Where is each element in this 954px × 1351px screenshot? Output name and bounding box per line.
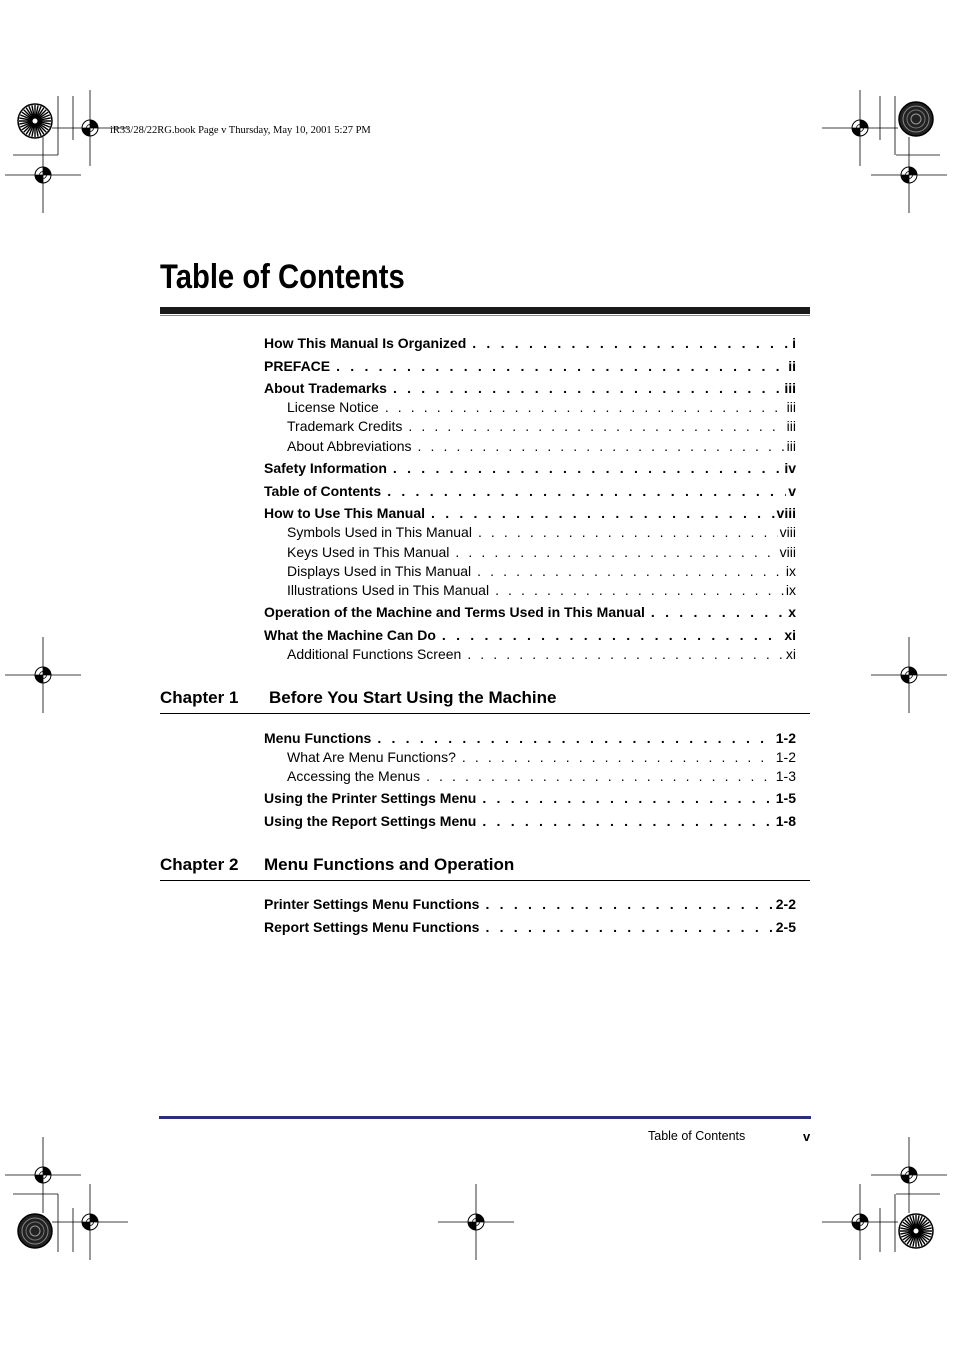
chapter-heading[interactable] [160, 855, 810, 881]
page-title: Table of Contents [160, 258, 405, 296]
toc-entry-page: iv [784, 460, 796, 476]
toc-subentry[interactable] [264, 438, 796, 456]
dot-leader [442, 627, 782, 643]
toc-entry-title: Table of Contents [264, 483, 382, 499]
title-rule-underline [160, 315, 810, 316]
toc-entry-page: viii [779, 544, 796, 560]
toc-entry[interactable] [264, 730, 796, 748]
toc-subentry[interactable] [264, 582, 796, 600]
toc-entry-page: 1-5 [775, 790, 796, 806]
toc-entry-page: xi [785, 646, 796, 662]
dot-leader [387, 483, 786, 499]
toc-entry-title: Report Settings Menu Functions [264, 919, 480, 935]
dot-leader [462, 749, 774, 765]
toc-entry-page: 1-3 [775, 768, 796, 784]
toc-entry-title: Using the Report Settings Menu [264, 813, 477, 829]
dot-leader [485, 919, 773, 935]
toc-entry[interactable] [264, 358, 796, 376]
dot-leader [377, 730, 773, 746]
toc-entry[interactable] [264, 335, 796, 353]
toc-entry-page: i [792, 335, 796, 351]
toc-entry[interactable] [264, 460, 796, 478]
toc-entry-page: ix [785, 563, 796, 579]
toc-entry-title: PREFACE [264, 358, 331, 374]
footer-page-number: v [803, 1129, 811, 1144]
toc-entry-title: What Are Menu Functions? [287, 749, 456, 765]
chapter-title: Menu Functions and Operation [264, 855, 515, 874]
toc-entry-title: How to Use This Manual [264, 505, 426, 521]
dot-leader [393, 460, 782, 476]
toc-entry-page: 2-5 [775, 919, 796, 935]
toc-entry[interactable] [264, 604, 796, 622]
dot-leader [477, 563, 784, 579]
toc-subentry[interactable] [264, 399, 796, 417]
toc-entry-page: iii [786, 438, 796, 454]
toc-entry-page: viii [776, 505, 796, 521]
dot-leader [485, 896, 773, 912]
chapter-title: Before You Start Using the Machine [269, 688, 557, 707]
toc-entry-title: Keys Used in This Manual [287, 544, 450, 560]
toc-entry[interactable] [264, 790, 796, 808]
chapter-rule [160, 713, 810, 714]
dot-leader [336, 358, 786, 374]
toc-entry-page: ii [788, 358, 796, 374]
toc-entry[interactable] [264, 627, 796, 645]
toc-entry-page: ix [785, 582, 796, 598]
toc-subentry[interactable] [264, 768, 796, 786]
toc-entry-page: iii [786, 399, 796, 415]
toc-entry-page: 1-2 [775, 730, 796, 746]
toc-entry-title: Illustrations Used in This Manual [287, 582, 490, 598]
dot-leader [385, 399, 785, 415]
toc-entry-page: v [788, 483, 796, 499]
toc-entry-title: What the Machine Can Do [264, 627, 436, 643]
toc-entry-title: Additional Functions Screen [287, 646, 462, 662]
toc-entry-title: Using the Printer Settings Menu [264, 790, 477, 806]
toc-entry-page: xi [784, 627, 796, 643]
toc-entry-title: About Trademarks [264, 380, 387, 396]
toc-entry-title: Accessing the Menus [287, 768, 421, 784]
chapter-rule [160, 880, 810, 881]
toc-subentry[interactable] [264, 544, 796, 562]
toc-entry-title: How This Manual Is Organized [264, 335, 467, 351]
toc-entry[interactable] [264, 896, 796, 914]
toc-subentry[interactable] [264, 524, 796, 542]
toc-subentry[interactable] [264, 646, 796, 664]
footer-rule [159, 1116, 811, 1119]
dot-leader [472, 335, 790, 351]
toc-entry-page: 1-2 [775, 749, 796, 765]
toc-entry-page: viii [779, 524, 796, 540]
dot-leader [482, 790, 773, 806]
dot-leader [431, 505, 775, 521]
toc-entry[interactable] [264, 505, 796, 523]
toc-entry-title: Displays Used in This Manual [287, 563, 472, 579]
footer-section-label: Table of Contents [648, 1129, 746, 1143]
toc-entry-page: iii [784, 380, 796, 396]
toc-entry-title: Printer Settings Menu Functions [264, 896, 480, 912]
toc-subentry[interactable] [264, 563, 796, 581]
title-rule [160, 307, 810, 314]
toc-subentry[interactable] [264, 418, 796, 436]
chapter-number: Chapter 1 [160, 688, 239, 707]
dot-leader [455, 544, 777, 560]
dot-leader [418, 438, 785, 454]
toc-entry-page: iii [786, 418, 796, 434]
toc-entry-title: About Abbreviations [287, 438, 412, 454]
toc-entry-title: License Notice [287, 399, 379, 415]
toc-entry[interactable] [264, 483, 796, 501]
toc-subentry[interactable] [264, 749, 796, 767]
dot-leader [482, 813, 773, 829]
dot-leader [651, 604, 786, 620]
toc-entry-page: x [788, 604, 796, 620]
print-header-note: iR33/28/22RG.book Page v Thursday, May 10, 2001 5:27 PM [110, 125, 371, 136]
toc-entry-page: 2-2 [775, 896, 796, 912]
toc-entry[interactable] [264, 813, 796, 831]
dot-leader [467, 646, 784, 662]
dot-leader [478, 524, 778, 540]
toc-entry-title: Symbols Used in This Manual [287, 524, 472, 540]
dot-leader [426, 768, 774, 784]
toc-entry-title: Trademark Credits [287, 418, 403, 434]
toc-entry-page: 1-8 [775, 813, 796, 829]
chapter-number: Chapter 2 [160, 855, 239, 874]
dot-leader [495, 582, 784, 598]
toc-entry-title: Safety Information [264, 460, 387, 476]
toc-entry[interactable] [264, 380, 796, 398]
dot-leader [393, 380, 782, 396]
toc-entry[interactable] [264, 919, 796, 937]
toc-entry-title: Menu Functions [264, 730, 372, 746]
dot-leader [408, 418, 784, 434]
toc-entry-title: Operation of the Machine and Terms Used in This Manual [264, 604, 645, 620]
chapter-heading[interactable] [160, 688, 810, 714]
